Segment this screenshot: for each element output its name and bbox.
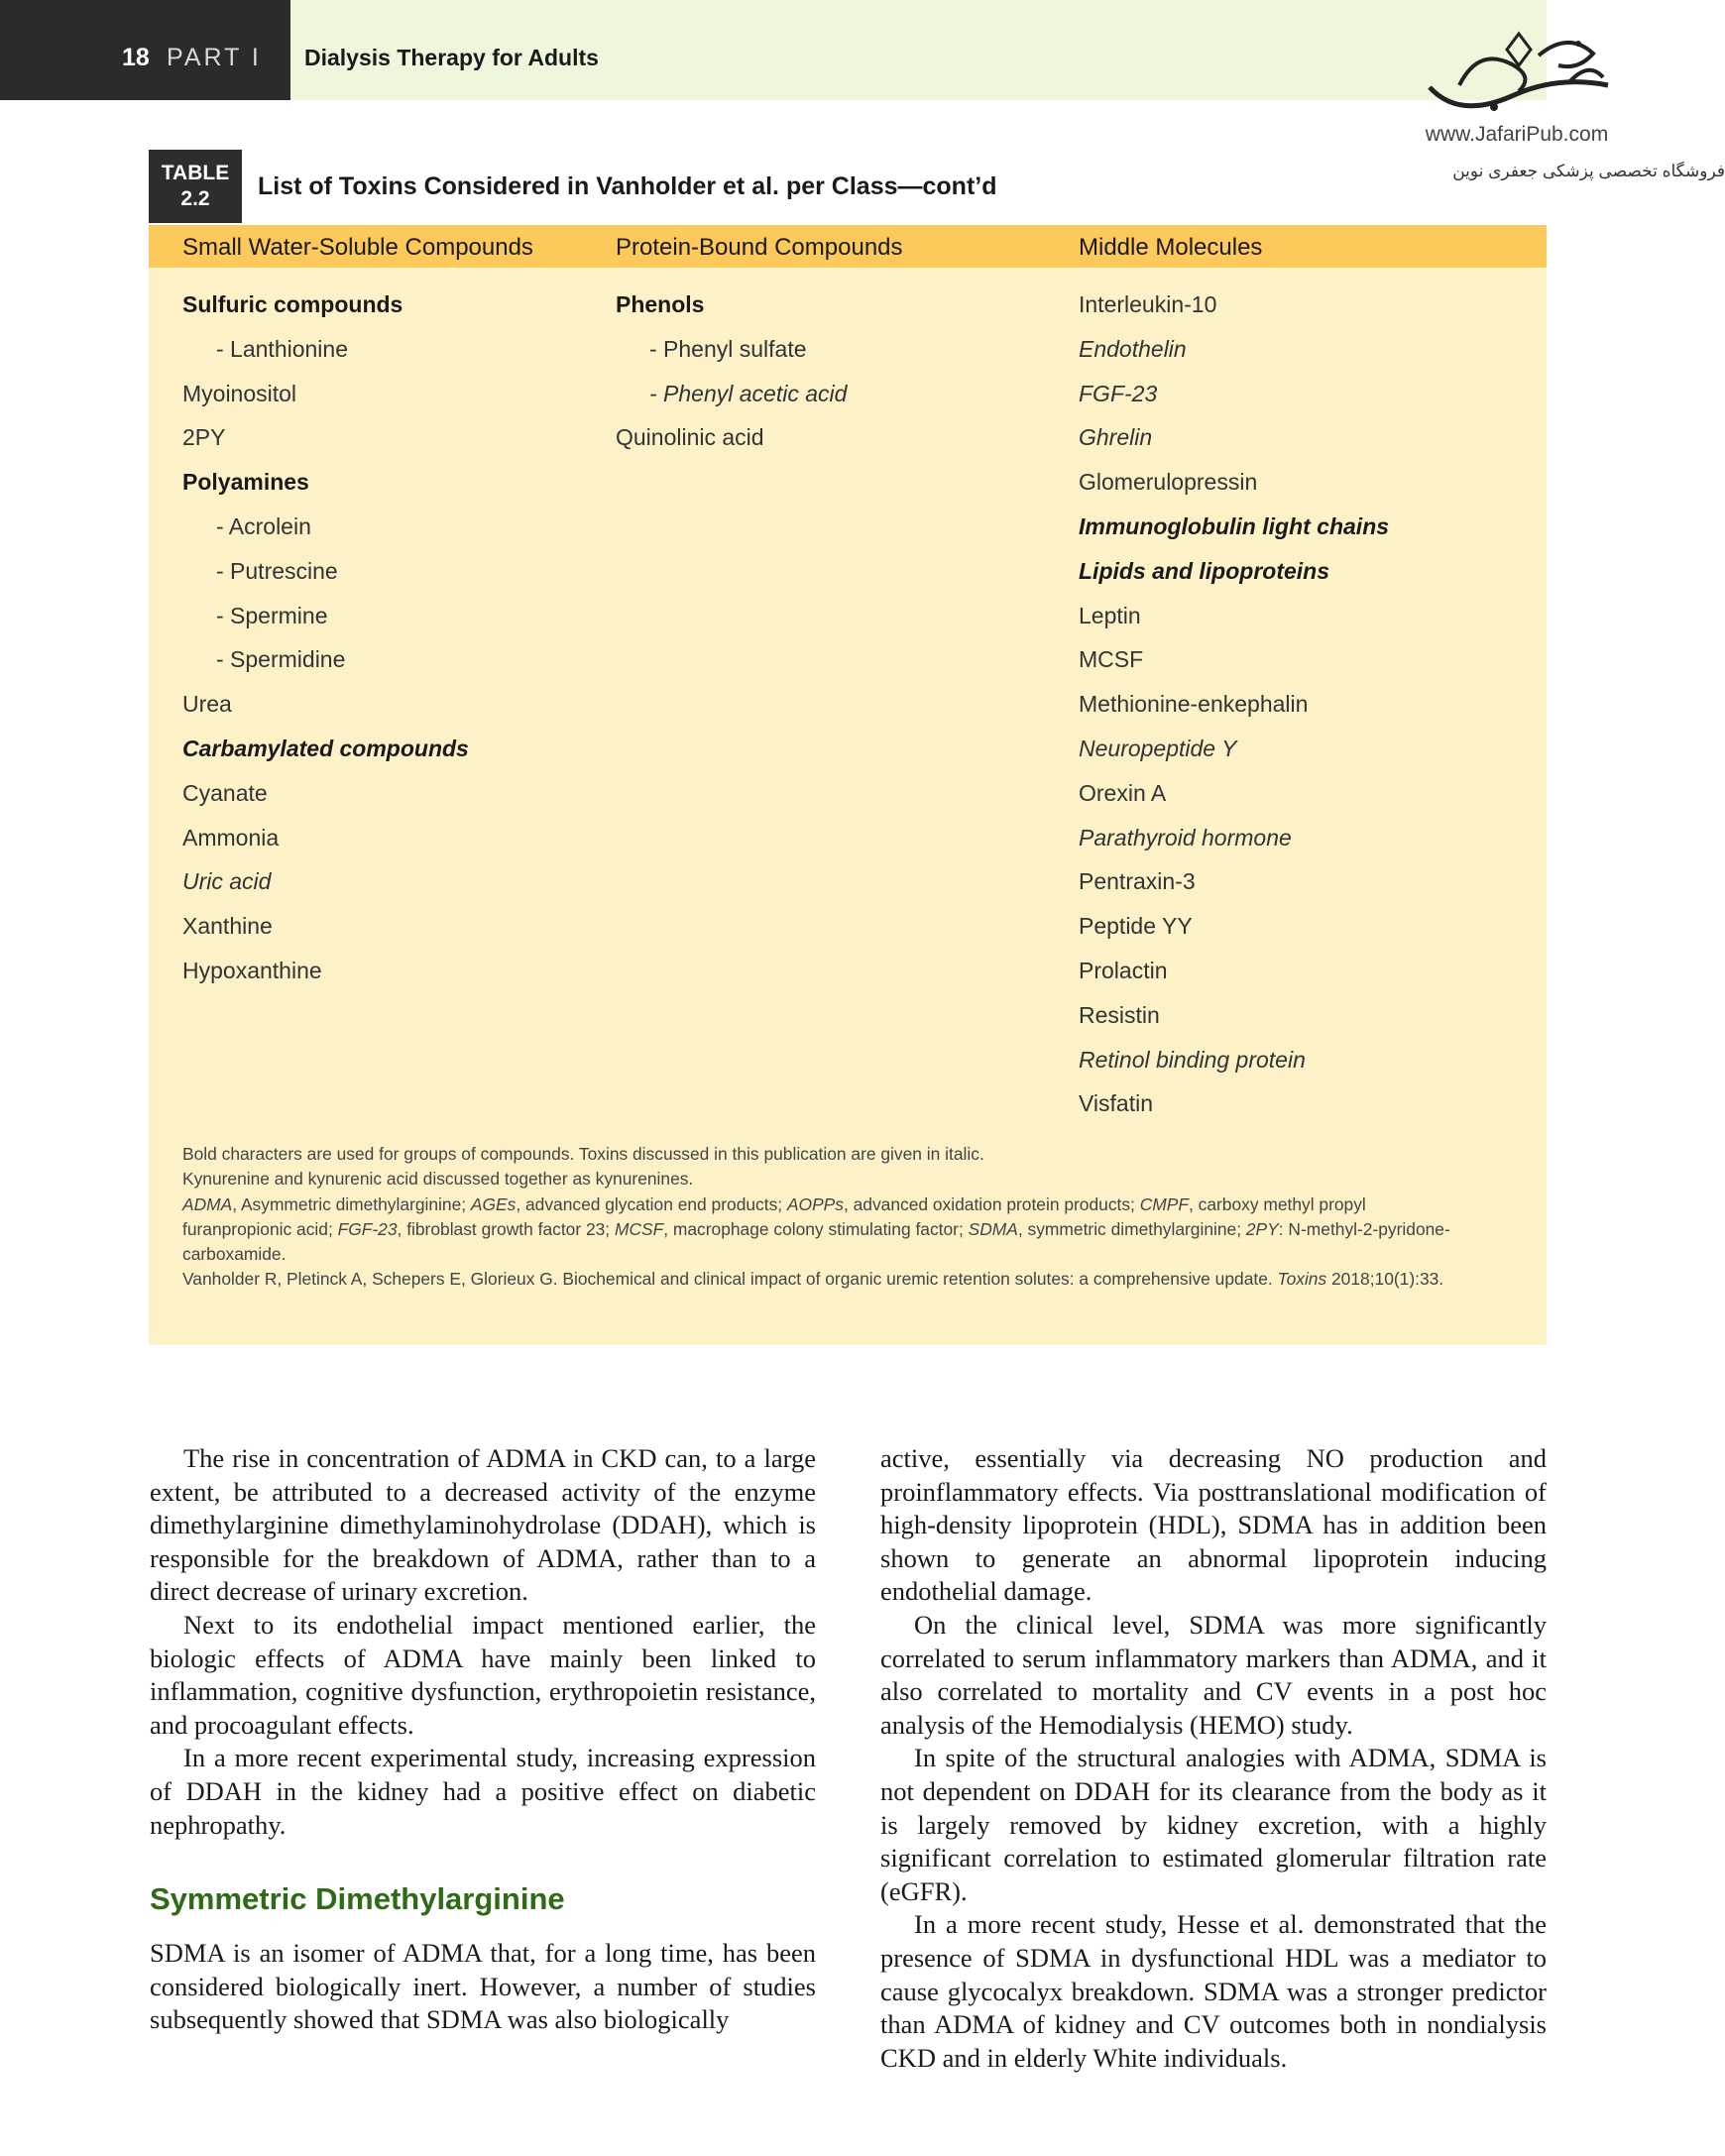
table-cell: - Acrolein <box>216 512 311 539</box>
column-header-protein-bound: Protein-Bound Compounds <box>616 234 903 261</box>
table-cell: FGF-23 <box>1079 380 1158 406</box>
body-column-right <box>880 1442 1547 2075</box>
table-cell: Polyamines <box>182 469 309 496</box>
table-number: 2.2 <box>180 187 210 210</box>
abbreviation-definition: , fibroblast growth factor 23; <box>397 1218 615 1239</box>
abbreviation-term: 2PY <box>1245 1218 1279 1239</box>
footnote-line: Bold characters are used for groups of compounds. Toxins discussed in this publication are given in italic. <box>182 1144 984 1164</box>
table-cell: - Lanthionine <box>216 335 348 362</box>
table-cell: - Spermidine <box>216 646 346 673</box>
paragraph: In a more recent experimental study, increasing expression of DDAH in the kidney had a positive effect on diabetic nephropathy. <box>150 1743 816 1840</box>
table-title: List of Toxins Considered in Vanholder et al. per Class—cont’d <box>258 172 997 200</box>
table-cell: Glomerulopressin <box>1079 469 1258 496</box>
column-middle-molecules <box>1079 287 1389 1131</box>
abbreviation-definition: , symmetric dimethylarginine; <box>1017 1218 1246 1239</box>
abbreviation-term: CMPF <box>1139 1193 1189 1214</box>
table-cell: Immunoglobulin light chains <box>1079 512 1390 539</box>
paragraph: active, essentially via decreasing NO production and proinflammatory effects. Via posttranslational modification of high-density lipoprotein (HDL), SDMA has in addition been shown to generate an abnormal lipoprotein inducing endothelial damage. <box>880 1443 1547 1607</box>
section-heading: Symmetric Dimethylarginine <box>150 1881 565 1917</box>
table-cell: Hypoxanthine <box>182 957 322 983</box>
watermark-url: www.JafariPub.com <box>1425 123 1609 146</box>
footnote-reference <box>182 1267 1471 1292</box>
paragraph: In a more recent study, Hesse et al. demonstrated that the presence of SDMA in dysfunctional HDL was a mediator to cause glycocalyx breakdown. SDMA was a stronger predictor than ADMA of kidney and CV outcomes both in nondialysis CKD and in elderly White individuals. <box>880 1909 1547 2073</box>
table-cell: Pentraxin-3 <box>1079 868 1196 895</box>
body-column-left <box>150 1442 816 2037</box>
table-cell: Xanthine <box>182 913 273 940</box>
table-cell: - Phenyl acetic acid <box>649 380 848 406</box>
table-cell: Ghrelin <box>1079 424 1153 451</box>
abbreviation-definition: : N-methyl-2-pyridone-carboxamide. <box>182 1218 1450 1265</box>
abbreviation-definition: , macrophage colony stimulating factor; <box>663 1218 969 1239</box>
table-cell: Sulfuric compounds <box>182 291 403 317</box>
table-label: TABLE <box>161 162 230 184</box>
table-cell: Visfatin <box>1079 1090 1154 1117</box>
abbreviation-definition: , carboxy methyl propyl furanpropionic acid; <box>182 1193 1366 1239</box>
table-cell: Endothelin <box>1079 335 1187 362</box>
table-cell: Methionine-enkephalin <box>1079 691 1309 718</box>
table-cell: Cyanate <box>182 779 268 806</box>
table-cell: Ammonia <box>182 824 280 851</box>
table-cell: Lipids and lipoproteins <box>1079 557 1329 584</box>
table-cell: 2PY <box>182 424 226 451</box>
abbreviation-term: SDMA <box>968 1218 1018 1239</box>
abbreviation-term: AOPPs <box>786 1193 844 1214</box>
paragraph: On the clinical level, SDMA was more significantly correlated to serum inflammatory markers than ADMA, and it also correlated to mortality and CV events in a post hoc analysis of the Hemodialysis (HEMO) study. <box>880 1609 1547 1740</box>
column-header-small-water-soluble: Small Water-Soluble Compounds <box>182 234 533 261</box>
table-cell: Resistin <box>1079 1001 1160 1028</box>
table-cell: Myoinositol <box>182 380 297 406</box>
table-cell: Phenols <box>616 291 705 317</box>
abbreviation-term: FGF-23 <box>337 1218 398 1239</box>
abbreviation-term: AGEs <box>470 1193 517 1214</box>
table-cell: Neuropeptide Y <box>1079 735 1237 761</box>
paragraph: Next to its endothelial impact mentioned earlier, the biologic effects of ADMA have mainly been linked to inflammation, cognitive dysfunction, erythropoietin resistance, and procoagulant effects. <box>150 1609 816 1740</box>
table-cell: Interleukin-10 <box>1079 291 1217 317</box>
table-cell: MCSF <box>1079 646 1144 673</box>
footnote-line: Kynurenine and kynurenic acid discussed together as kynurenines. <box>182 1169 694 1190</box>
column-header-middle-molecules: Middle Molecules <box>1079 234 1263 261</box>
table-cell: Parathyroid hormone <box>1079 824 1292 851</box>
column-small-water-soluble <box>182 287 469 998</box>
table-cell: - Spermine <box>216 602 328 628</box>
table-cell: Uric acid <box>182 868 272 895</box>
abbreviation-definition: , advanced glycation end products; <box>516 1193 787 1214</box>
table-cell: Retinol binding protein <box>1079 1046 1306 1073</box>
table-badge <box>149 150 242 223</box>
part-label: PART I <box>167 44 262 71</box>
table-cell: Orexin A <box>1079 779 1167 806</box>
table-cell: - Phenyl sulfate <box>649 335 807 362</box>
paragraph: SDMA is an isomer of ADMA that, for a long time, has been considered biologically inert. However, a number of studies subsequently showed that SDMA was also biologically <box>150 1938 816 2035</box>
abbreviation-term: ADMA <box>182 1193 233 1214</box>
table-cell: Prolactin <box>1079 957 1168 983</box>
abbreviation-definition: , Asymmetric dimethylarginine; <box>232 1193 471 1214</box>
table-cell: - Putrescine <box>216 557 338 584</box>
running-title: Dialysis Therapy for Adults <box>304 45 599 70</box>
paragraph: The rise in concentration of ADMA in CKD can, to a large extent, be attributed to a decreased activity of the enzyme dimethylarginine dimethylaminohydrolase (DDAH), which is responsible for the breakdown of ADMA, rather than to a direct decrease of urinary excretion. <box>150 1443 816 1607</box>
watermark-store-text: فروشگاه تخصصی پزشکی جعفری نوین <box>1452 162 1725 180</box>
table-cell: Carbamylated compounds <box>182 735 469 761</box>
column-protein-bound <box>616 287 847 465</box>
reference-journal: Toxins <box>1277 1269 1327 1290</box>
publisher-logo-icon <box>1420 26 1618 125</box>
footnote-abbreviations <box>182 1192 1471 1268</box>
table-cell: Leptin <box>1079 602 1141 628</box>
table-cell: Peptide YY <box>1079 913 1193 940</box>
table-footnotes <box>182 1142 1471 1293</box>
table-cell: Quinolinic acid <box>616 424 764 451</box>
abbreviation-term: MCSF <box>614 1218 664 1239</box>
reference-text: Vanholder R, Pletinck A, Schepers E, Glorieux G. Biochemical and clinical impact of organic uremic retention solutes: a comprehensive update. <box>182 1269 1278 1290</box>
page-number: 18 <box>122 44 150 71</box>
table-cell: Urea <box>182 691 232 718</box>
paragraph: In spite of the structural analogies with ADMA, SDMA is not dependent on DDAH for its clearance from the body as it is largely removed by kidney excretion, with a highly significant correlation to estimated glomerular filtration rate (eGFR). <box>880 1743 1547 1906</box>
reference-tail: 2018;10(1):33. <box>1326 1269 1444 1290</box>
abbreviation-definition: , advanced oxidation protein products; <box>843 1193 1140 1214</box>
